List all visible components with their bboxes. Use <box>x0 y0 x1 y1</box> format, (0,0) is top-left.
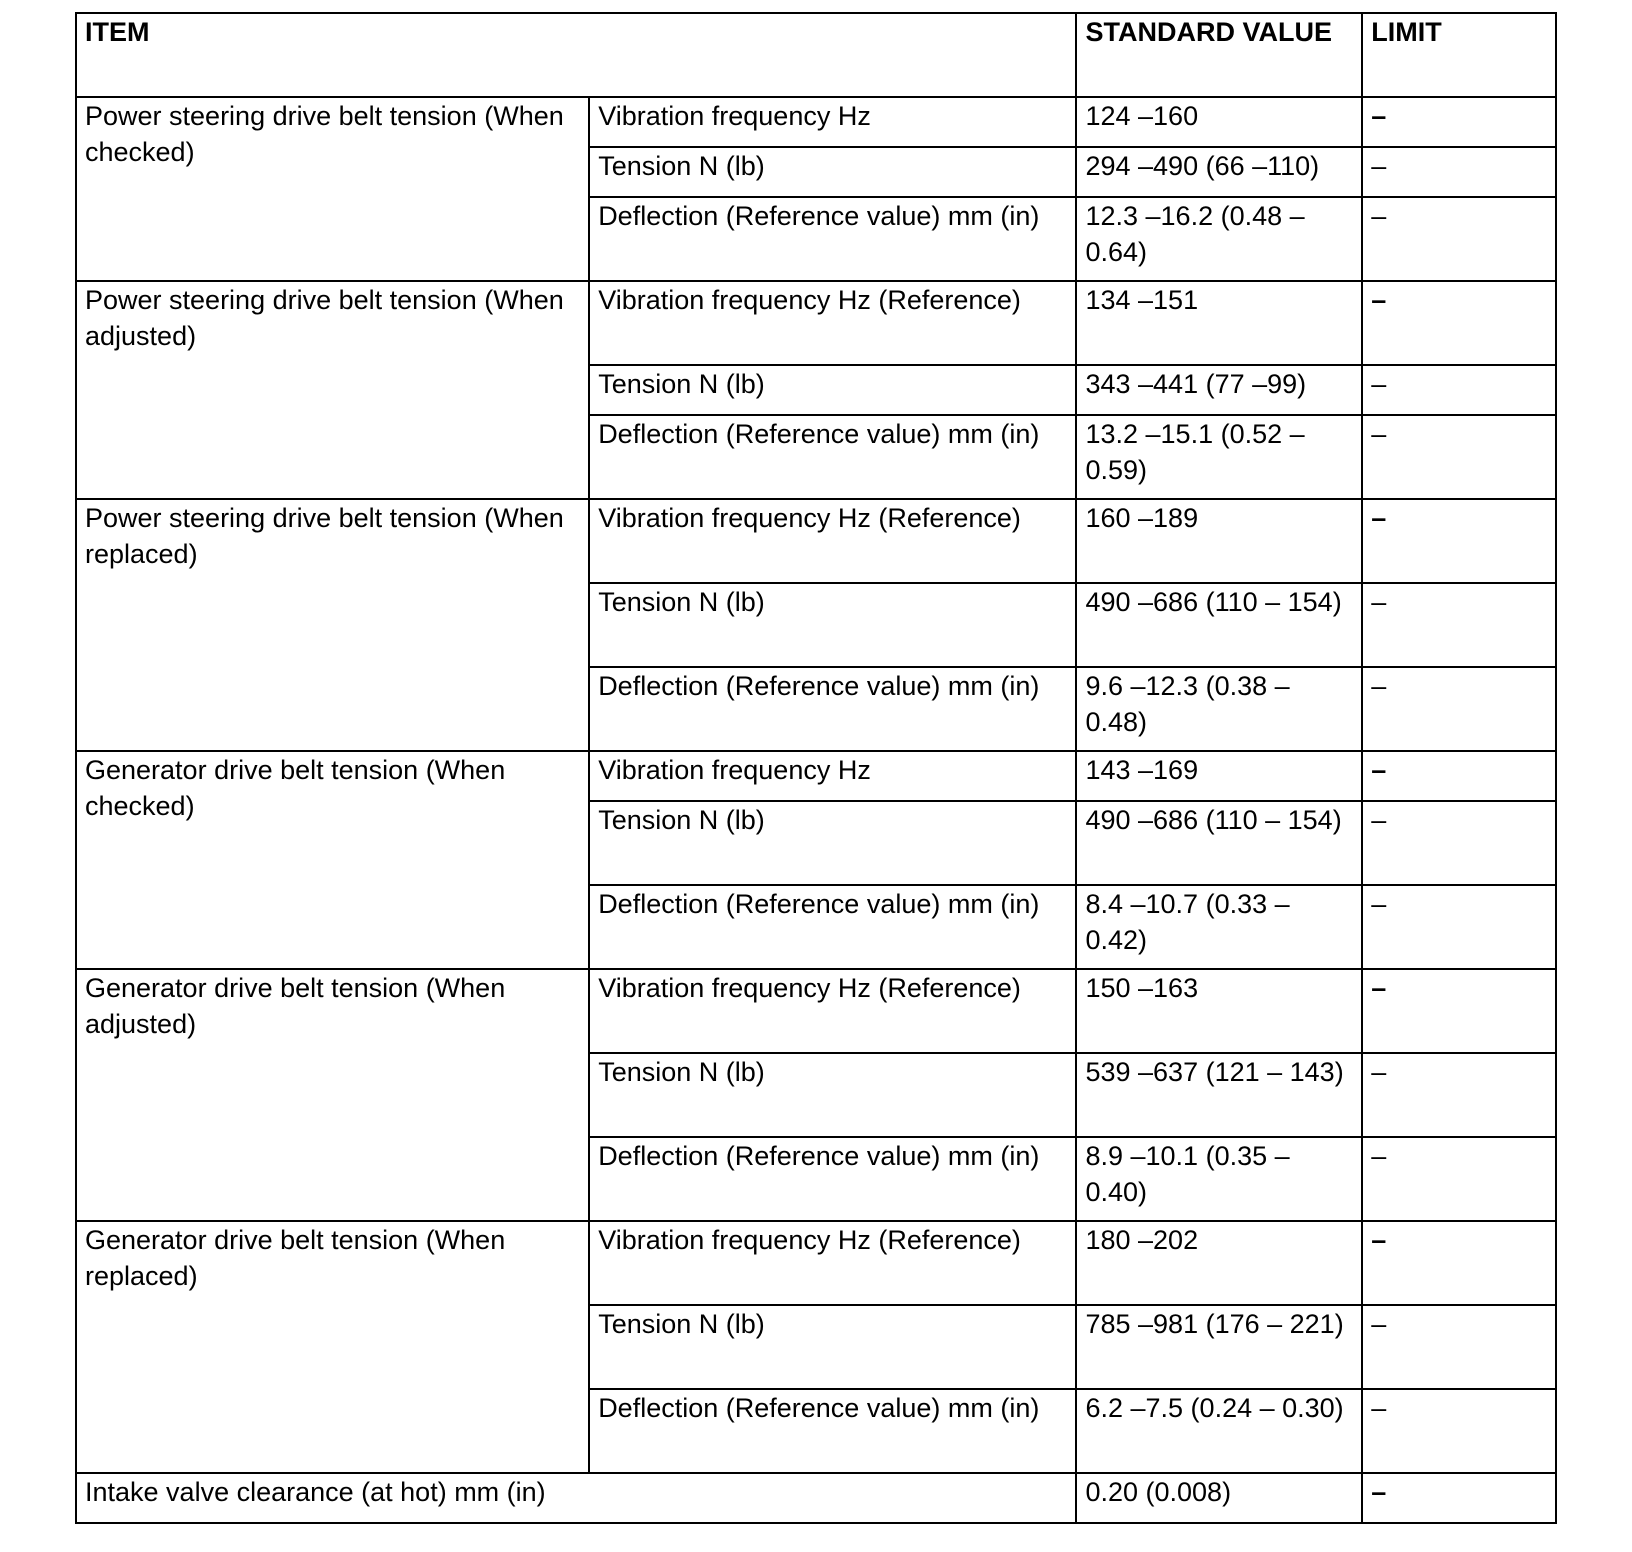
value-cell: 160 –189 <box>1076 499 1362 583</box>
value-cell: 6.2 –7.5 (0.24 – 0.30) <box>1076 1389 1362 1473</box>
value-cell: 539 –637 (121 – 143) <box>1076 1053 1362 1137</box>
value-cell: 124 –160 <box>1076 97 1362 147</box>
value-cell: 134 –151 <box>1076 281 1362 365</box>
value-cell: 150 –163 <box>1076 969 1362 1053</box>
value-cell: 13.2 –15.1 (0.52 – 0.59) <box>1076 415 1362 499</box>
limit-cell: – <box>1362 97 1556 147</box>
limit-cell: – <box>1362 583 1556 667</box>
limit-cell: – <box>1362 147 1556 197</box>
header-item: ITEM <box>76 13 1076 97</box>
final-item: Intake valve clearance (at hot) mm (in) <box>76 1473 1076 1523</box>
limit-cell: – <box>1362 415 1556 499</box>
group-item: Power steering drive belt tension (When replaced) <box>76 499 589 751</box>
header-limit: LIMIT <box>1362 13 1556 97</box>
value-cell: 143 –169 <box>1076 751 1362 801</box>
value-cell: 0.20 (0.008) <box>1076 1473 1362 1523</box>
value-cell: 8.9 –10.1 (0.35 – 0.40) <box>1076 1137 1362 1221</box>
value-cell: 8.4 –10.7 (0.33 – 0.42) <box>1076 885 1362 969</box>
limit-cell: – <box>1362 801 1556 885</box>
group-item: Power steering drive belt tension (When adjusted) <box>76 281 589 499</box>
value-cell: 180 –202 <box>1076 1221 1362 1305</box>
header-row <box>76 13 1556 97</box>
group-item: Generator drive belt tension (When replaced) <box>76 1221 589 1473</box>
param-cell: Tension N (lb) <box>589 1053 1076 1137</box>
limit-cell: – <box>1362 667 1556 751</box>
table-row <box>76 969 1556 1053</box>
limit-cell: – <box>1362 1221 1556 1305</box>
limit-cell: – <box>1362 969 1556 1053</box>
spec-table <box>75 12 1557 1524</box>
param-cell: Tension N (lb) <box>589 1305 1076 1389</box>
limit-cell: – <box>1362 365 1556 415</box>
param-cell: Tension N (lb) <box>589 583 1076 667</box>
limit-cell: – <box>1362 1053 1556 1137</box>
param-cell: Vibration frequency Hz <box>589 97 1076 147</box>
param-cell: Vibration frequency Hz (Reference) <box>589 281 1076 365</box>
param-cell: Vibration frequency Hz (Reference) <box>589 499 1076 583</box>
param-cell: Deflection (Reference value) mm (in) <box>589 885 1076 969</box>
header-standard-value: STANDARD VALUE <box>1076 13 1362 97</box>
param-cell: Deflection (Reference value) mm (in) <box>589 667 1076 751</box>
table-row <box>76 97 1556 147</box>
limit-cell: – <box>1362 499 1556 583</box>
value-cell: 12.3 –16.2 (0.48 – 0.64) <box>1076 197 1362 281</box>
value-cell: 343 –441 (77 –99) <box>1076 365 1362 415</box>
table-row <box>76 1473 1556 1523</box>
limit-cell: – <box>1362 1473 1556 1523</box>
limit-cell: – <box>1362 885 1556 969</box>
group-item: Generator drive belt tension (When checked) <box>76 751 589 969</box>
param-cell: Deflection (Reference value) mm (in) <box>589 197 1076 281</box>
limit-cell: – <box>1362 1389 1556 1473</box>
value-cell: 9.6 –12.3 (0.38 – 0.48) <box>1076 667 1362 751</box>
value-cell: 785 –981 (176 – 221) <box>1076 1305 1362 1389</box>
param-cell: Deflection (Reference value) mm (in) <box>589 415 1076 499</box>
limit-cell: – <box>1362 751 1556 801</box>
limit-cell: – <box>1362 1137 1556 1221</box>
group-item: Generator drive belt tension (When adjusted) <box>76 969 589 1221</box>
param-cell: Vibration frequency Hz (Reference) <box>589 1221 1076 1305</box>
table-row <box>76 751 1556 801</box>
param-cell: Tension N (lb) <box>589 801 1076 885</box>
table-row <box>76 499 1556 583</box>
param-cell: Tension N (lb) <box>589 365 1076 415</box>
param-cell: Vibration frequency Hz <box>589 751 1076 801</box>
table-row <box>76 281 1556 365</box>
value-cell: 294 –490 (66 –110) <box>1076 147 1362 197</box>
param-cell: Deflection (Reference value) mm (in) <box>589 1389 1076 1473</box>
param-cell: Tension N (lb) <box>589 147 1076 197</box>
value-cell: 490 –686 (110 – 154) <box>1076 583 1362 667</box>
limit-cell: – <box>1362 197 1556 281</box>
param-cell: Vibration frequency Hz (Reference) <box>589 969 1076 1053</box>
table-row <box>76 1221 1556 1305</box>
group-item: Power steering drive belt tension (When checked) <box>76 97 589 281</box>
limit-cell: – <box>1362 281 1556 365</box>
limit-cell: – <box>1362 1305 1556 1389</box>
param-cell: Deflection (Reference value) mm (in) <box>589 1137 1076 1221</box>
value-cell: 490 –686 (110 – 154) <box>1076 801 1362 885</box>
